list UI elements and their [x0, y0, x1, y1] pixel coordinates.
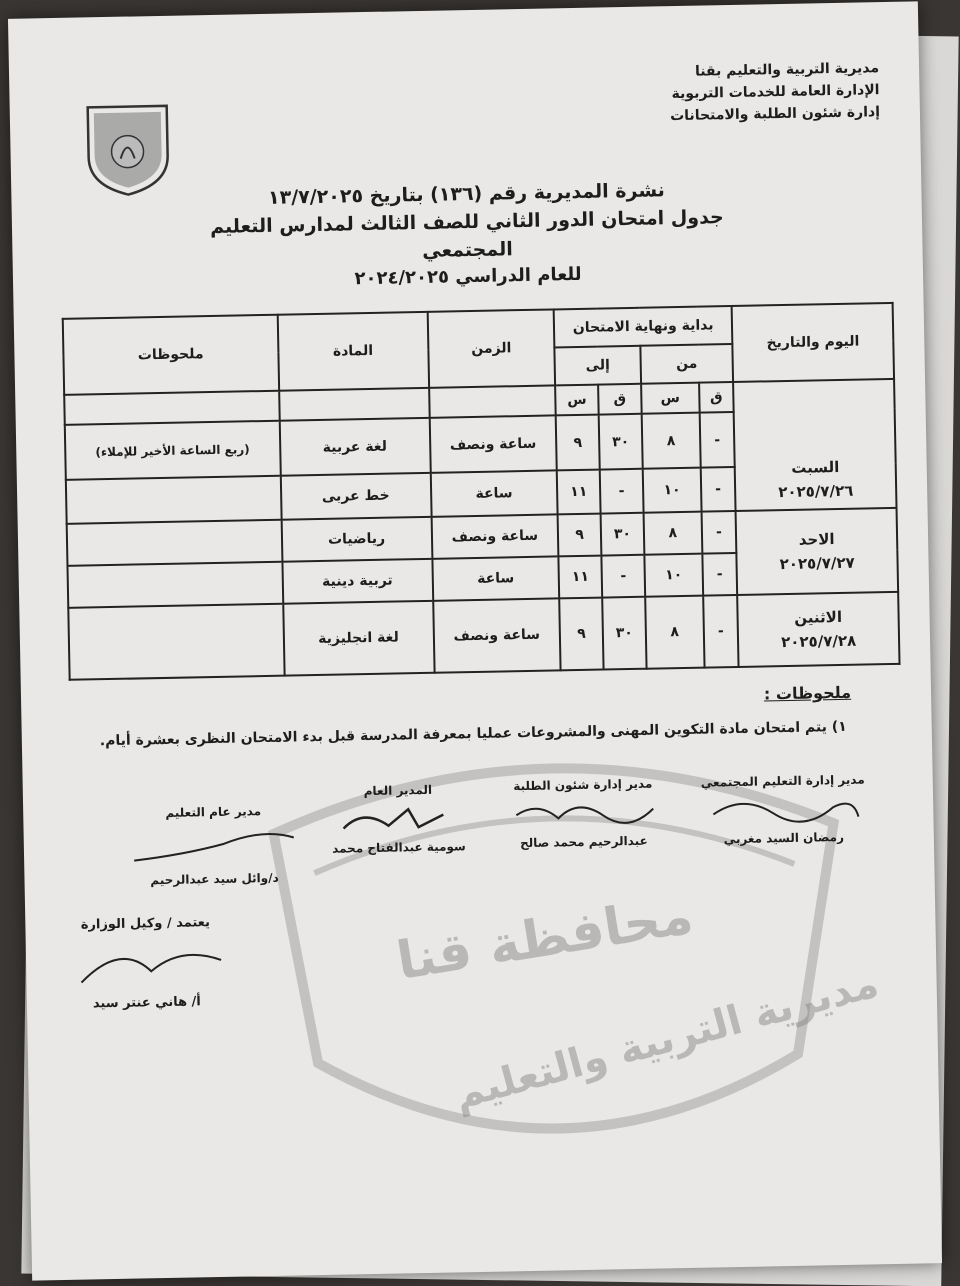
- day-cell-2: [736, 508, 898, 595]
- from-minutes: -: [701, 467, 736, 512]
- approval-label: يعتمد / وكيل الوزارة: [80, 915, 211, 933]
- day-date: ٢٠٢٥/٧/٢٦: [778, 481, 854, 502]
- subject: لغة انجليزية: [283, 601, 434, 676]
- signature-block-general-manager: [323, 782, 474, 856]
- header-duration: الزمن: [427, 309, 555, 387]
- note-item-1: ١) يتم امتحان مادة التكوين المهنى والمشروعات عمليا بمعرفة المدرسة قبل بدء الامتحان النظرى بعشرة أيام.: [99, 718, 847, 750]
- header-day-date: اليوم والتاريخ: [732, 303, 894, 382]
- signature-block-student-affairs: [493, 776, 674, 850]
- row-note: [66, 476, 281, 524]
- signature-name: سومية عبدالفتاح محمد: [331, 839, 466, 856]
- row-note: (ربع الساعة الأخير للإملاء): [65, 421, 281, 480]
- header-line-2: الإدارة العامة للخدمات التربوية: [671, 82, 880, 103]
- signature-title: مدير إدارة التعليم المجتمعي: [700, 772, 865, 790]
- to-minutes: ٣٠: [601, 513, 645, 556]
- ministry-header: [579, 57, 880, 129]
- to-hour: ٩: [556, 415, 600, 471]
- to-minutes: ٣٠: [602, 597, 646, 670]
- subject: لغة عربية: [279, 418, 430, 476]
- header-from: من: [640, 344, 733, 384]
- to-hour: ١١: [559, 556, 603, 599]
- to-minutes: ٣٠: [599, 414, 643, 470]
- signature-title: المدير العام: [363, 782, 433, 799]
- signature-name: د/وائل سيد عبدالرحيم: [150, 870, 279, 888]
- day-cell-3: [737, 592, 899, 667]
- handwritten-signature: [123, 817, 304, 870]
- to-minutes: -: [600, 469, 644, 514]
- empty-cell: [429, 385, 556, 417]
- duration: ساعة: [430, 470, 557, 516]
- duration: ساعة ونصف: [431, 514, 558, 558]
- sub-header-q: ق: [598, 384, 641, 415]
- schedule-title: جدول امتحان الدور الثاني للصف الثالث لمدارس التعليم المجتمعي: [209, 206, 724, 262]
- subject: خط عربى: [280, 473, 431, 520]
- from-hour: ١٠: [644, 554, 703, 597]
- header-line-3: إدارة شئون الطلبة والامتحانات: [670, 104, 881, 125]
- notes-title: ملحوظات :: [763, 682, 852, 704]
- to-hour: ٩: [559, 598, 603, 671]
- subject: رياضيات: [281, 517, 432, 562]
- row-note: [68, 604, 284, 680]
- academic-year: للعام الدراسي ٢٠٢٤/٢٠٢٥: [354, 263, 582, 290]
- from-hour: ١٠: [643, 468, 702, 513]
- approval-name: أ/ هاني عنتر سيد: [92, 994, 201, 1012]
- from-hour: ٨: [645, 596, 704, 669]
- from-hour: ٨: [644, 512, 703, 555]
- ministry-logo: [79, 96, 176, 198]
- table-row: [68, 592, 899, 680]
- day-name: السبت: [791, 457, 840, 477]
- from-minutes: -: [701, 511, 736, 554]
- sub-header-s: س: [641, 383, 699, 414]
- day-date: ٢٠٢٥/٧/٢٨: [780, 631, 857, 652]
- handwritten-signature: [508, 791, 659, 834]
- header-subject: المادة: [277, 312, 429, 391]
- stamp-text-1: محافظة قنا: [392, 885, 697, 992]
- handwritten-signature: [703, 787, 864, 830]
- signature-title: مدير إدارة شئون الطلبة: [513, 776, 653, 794]
- stamp-text-2: مديرية التربية والتعليم: [449, 960, 884, 1119]
- to-minutes: -: [601, 555, 645, 598]
- subject: تربية دينية: [282, 559, 433, 604]
- header-to: إلى: [555, 346, 641, 386]
- signature-block-education-director: [113, 803, 315, 888]
- header-line-1: مديرية التربية والتعليم بقنا: [694, 60, 880, 80]
- from-hour: ٨: [642, 413, 701, 469]
- to-hour: ١١: [557, 470, 601, 515]
- document-titles: [201, 175, 733, 295]
- sub-header-q: ق: [699, 382, 734, 413]
- bulletin-title: نشرة المديرية رقم (١٣٦) بتاريخ ١٣/٧/٢٠٢٥: [267, 179, 666, 209]
- row-note: [67, 520, 282, 566]
- day-name: الاثنين: [794, 607, 843, 627]
- handwritten-signature: [61, 930, 232, 993]
- empty-cell: [279, 388, 430, 421]
- signature-title: مدير عام التعليم: [165, 804, 262, 820]
- header-notes: ملحوظات: [63, 315, 279, 395]
- from-minutes: -: [703, 595, 739, 668]
- day-date: ٢٠٢٥/٧/٢٧: [779, 553, 855, 574]
- handwritten-signature: [333, 796, 464, 838]
- day-name: الاحد: [798, 530, 835, 549]
- signature-block-community-ed: [683, 772, 884, 847]
- header-start-end: بداية ونهاية الامتحان: [554, 306, 733, 347]
- from-minutes: -: [700, 412, 735, 468]
- from-minutes: -: [702, 553, 737, 596]
- exam-schedule-table: [62, 302, 901, 681]
- row-note: [67, 562, 282, 608]
- duration: ساعة ونصف: [433, 598, 561, 672]
- signature-name: عبدالرحيم محمد صالح: [519, 833, 648, 851]
- duration: ساعة: [432, 556, 559, 600]
- to-hour: ٩: [558, 514, 602, 557]
- day-cell-1: [733, 379, 896, 511]
- signature-name: رمضان السيد مغربي: [723, 829, 845, 847]
- sub-header-s: س: [555, 385, 598, 416]
- document-page: [8, 1, 942, 1280]
- empty-cell: [64, 391, 279, 425]
- duration: ساعة ونصف: [429, 415, 557, 472]
- signature-block-undersecretary: [55, 915, 237, 1012]
